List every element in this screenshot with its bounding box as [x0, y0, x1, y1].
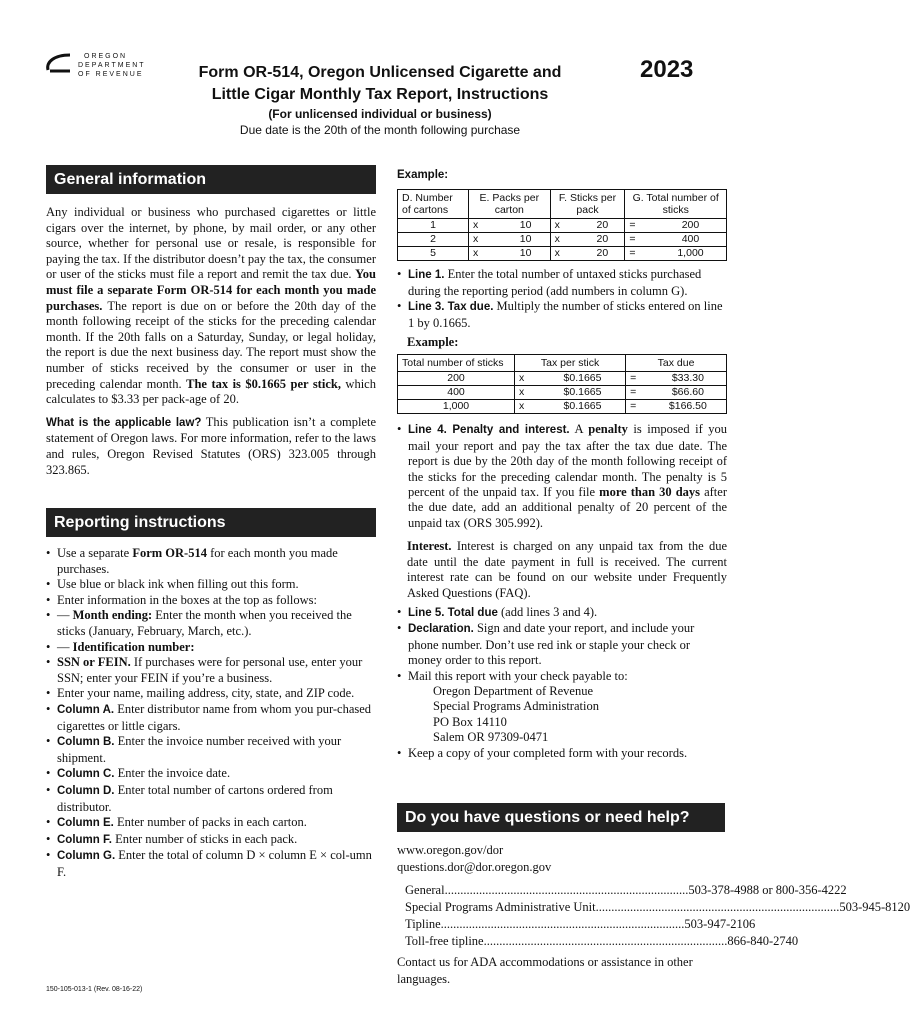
sub-item-ssn: • SSN or FEIN. If purchases were for personal use, enter your SSN; enter your FEIN if you’re a business. [46, 655, 376, 686]
ada-note: Contact us for ADA accommodations or assistance in other languages. [397, 955, 693, 986]
general-text-d: The tax is $0.1665 per stick, [186, 376, 341, 391]
declaration-item: • Declaration. Sign and date your report, and include your phone number. Don’t use red ink or staple your check or money order to this report. [397, 621, 727, 668]
general-text-a: Any individual or business who purchased cigarettes or little cigars over the internet, by phone, by mail order, or any other source, whether for personal use or resale, is responsible for paying the tax. If the distributor doesn’t pay the tax, the consumer or user of the sticks must file a report and remit the tax due. [46, 205, 376, 282]
form-revision-footer: 150-105-013-1 (Rev. 08-16-22) [46, 986, 143, 993]
table-row: 200 x $0.1665 = $33.30 [398, 372, 727, 386]
list-item: • Column F. Enter number of sticks in each pack. [46, 832, 376, 849]
subtitle: (For unlicensed individual or business) [268, 107, 492, 121]
contact-list [397, 882, 910, 950]
interest-paragraph: Interest. Interest is charged on any unpaid tax from the due date until the date payment in full is received. The current interest rate can be found on our website under Frequently Asked Questions (FAQ). [407, 539, 727, 600]
reporting-list [46, 546, 376, 880]
contact-row-tipline: Tipline .............................................................................. 503-947-2106 [405, 917, 756, 931]
keep-copy-item: • Keep a copy of your completed form with your records. [397, 746, 727, 761]
help-body [397, 842, 910, 988]
line-4-item: • Line 4. Penalty and interest. A penalty is imposed if you mail your report and pay the tax after the tax due date. The report is due by the 20th day of the month following receipt of the sticks for the preceding calendar month. The penalty is 5 percent of the unpaid tax. If you file more than 30 days after the due date, add an additional penalty of 20 percent of the unpaid tax (ORS 305.992). [397, 422, 727, 531]
list-item: • Column C. Enter the invoice date. [46, 766, 376, 783]
title-line-2: Little Cigar Monthly Tax Report, Instructions [211, 86, 549, 103]
help-heading: Do you have questions or need help? [397, 803, 725, 832]
right-column [397, 168, 727, 761]
mail-item: • Mail this report with your check payable to: [397, 669, 727, 684]
list-item: • Use blue or black ink when filling out this form. [46, 577, 376, 593]
oregon-dor-logo [44, 50, 144, 80]
form-year: 2023 [640, 56, 694, 83]
website-link[interactable]: www.oregon.gov/dor [397, 843, 504, 857]
email-link[interactable]: questions.dor@dor.oregon.gov [397, 860, 552, 874]
subtitle-block [170, 106, 590, 138]
page-title [170, 62, 590, 106]
general-text-e: which calculates to $3.33 per pack-age of 20. [46, 376, 376, 407]
address-line: Oregon Department of Revenue [433, 683, 594, 698]
list-item: • Column A. Enter distributor name from whom you pur-chased cigarettes or little cigars. [46, 702, 376, 734]
logo-swoosh-icon [44, 52, 74, 76]
example-2-label: Example: [407, 335, 459, 350]
table-header: F. Sticks per pack [550, 190, 625, 219]
sub-item-month: • — Month ending: Enter the month when you received the sticks (January, February, March, etc.). [46, 608, 376, 639]
list-item: • Column B. Enter the invoice number received with your shipment. [46, 734, 376, 766]
contact-row-special-programs: Special Programs Administrative Unit .............................................................................. 503-945-8120 [405, 900, 910, 914]
table-header: Tax due [626, 355, 727, 372]
list-item: • Column G. Enter the total of column D × column E × col-umn F. [46, 848, 376, 880]
reporting-heading: Reporting instructions [46, 508, 376, 537]
example-label: Example: [397, 169, 449, 181]
general-text-b: You must file a separate Form OR-514 for each month you made purchases. [46, 267, 376, 313]
table-row: 1 x 10 x 20 = 200 [398, 219, 727, 233]
contact-row-toll-free: Toll-free tipline .............................................................................. 866-840-2740 [405, 934, 799, 948]
contact-row-general: General .............................................................................. 503-378-4988 or 800-356-4222 [405, 883, 847, 897]
table-header: E. Packs per carton [469, 190, 551, 219]
general-paragraph [46, 205, 376, 408]
line-1-item: • Line 1. Enter the total number of untaxed sticks purchased during the reporting period (add numbers in column G). [397, 267, 727, 299]
list-item: • Enter your name, mailing address, city, state, and ZIP code. [46, 686, 376, 702]
line-5-item: • Line 5. Total due (add lines 3 and 4). [397, 605, 727, 621]
address-line: PO Box 14110 [433, 714, 507, 729]
table-header: Total number of sticks [398, 355, 515, 372]
list-item: • Enter information in the boxes at the top as follows: [46, 593, 376, 609]
list-item: • Use a separate Form OR-514 for each month you made purchases. [46, 546, 376, 577]
list-item: • Column D. Enter total number of cartons ordered from distributor. [46, 783, 376, 815]
address-line: Special Programs Administration [433, 699, 599, 714]
example-table-tax [397, 354, 727, 414]
law-answer: This publication isn’t a complete statement of Oregon laws. For more information, refer to the laws and rules, Oregon Revised Statutes (ORS) 323.005 through 323.865. [46, 414, 377, 477]
table-row: 2 x 10 x 20 = 400 [398, 233, 727, 247]
example-table-sticks [397, 189, 727, 261]
logo-text-department: DEPARTMENT [78, 62, 146, 69]
list-item: • Column E. Enter number of packs in each carton. [46, 815, 376, 832]
table-row: 1,000 x $0.1665 = $166.50 [398, 400, 727, 414]
title-line-1: Form OR-514, Oregon Unlicensed Cigarette and [198, 64, 562, 81]
general-info-body [46, 205, 376, 478]
logo-text-oregon: OREGON [84, 53, 128, 60]
law-question: What is the applicable law? [46, 416, 202, 429]
mailing-address [397, 684, 727, 746]
line-3-item: • Line 3. Tax due. Multiply the number of sticks entered on line 1 by 0.1665. [397, 299, 727, 331]
table-row: 5 x 10 x 20 = 1,000 [398, 247, 727, 261]
general-text-c: The report is due on or before the 20th day of the month following receipt of the sticks for the preceding calendar month. If the 20th falls on a Saturday, Sunday, or legal holiday, the report is due the next business day. The report must show the number of sticks received by the consumer or user in the preceding calendar month. [46, 298, 376, 391]
table-header: Tax per stick [515, 355, 626, 372]
table-row: 400 x $0.1665 = $66.60 [398, 386, 727, 400]
sub-item-id: • — Identification number: [46, 640, 376, 656]
table-header: D. Number of cartons [398, 190, 469, 219]
address-line: Salem OR 97309-0471 [433, 730, 549, 745]
logo-text-revenue: OF REVENUE [78, 71, 144, 78]
general-info-heading: General information [46, 165, 376, 194]
table-header: G. Total number of sticks [625, 190, 727, 219]
law-paragraph [46, 415, 376, 478]
due-date-note: Due date is the 20th of the month following purchase [239, 123, 521, 137]
